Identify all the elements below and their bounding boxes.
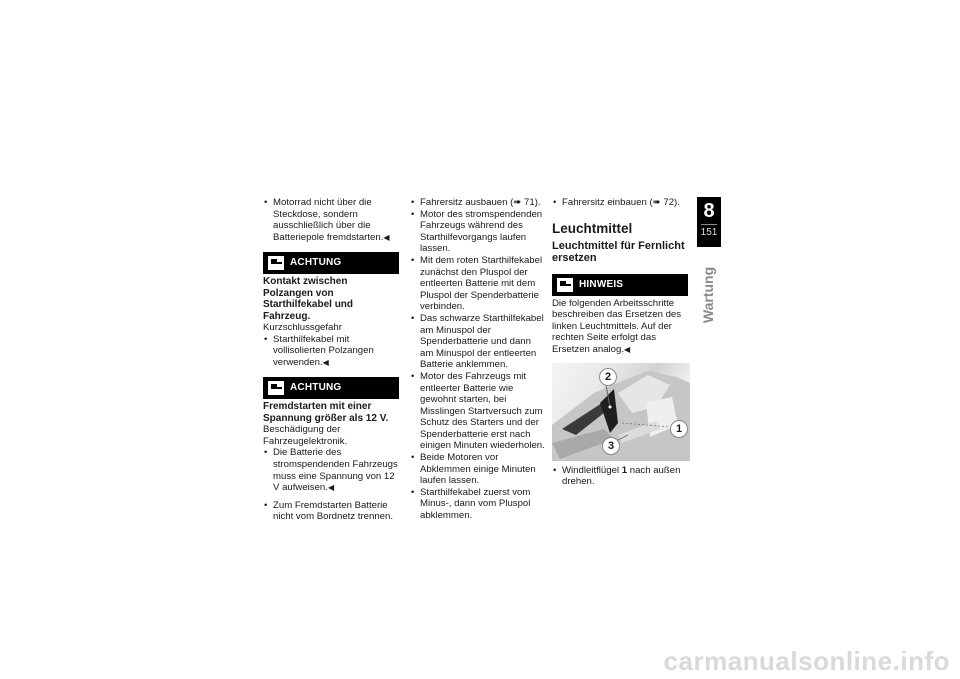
callout-3: 3 bbox=[602, 437, 620, 455]
list-item: • Motor des Fahrzeugs mit entleerter Batterie wie gewohnt starten, bei Misslingen Startversuch zum Schutz des Starters und der Spenderbatterie erst nach einigen Minuten wiederholen. bbox=[410, 371, 546, 452]
warning-banner bbox=[263, 252, 399, 274]
headlight-photo bbox=[552, 363, 690, 461]
warning-hand-icon bbox=[268, 256, 284, 270]
column-1 bbox=[263, 197, 399, 523]
note-label: HINWEIS bbox=[579, 278, 624, 290]
list-item: • Mit dem roten Starthilfekabel zunächst den Pluspol der entleerten Batterie mit dem Pluspol der Spenderbatterie verbinden. bbox=[410, 255, 546, 313]
list-item: • Starthilfekabel mit vollisolierten Polzangen verwenden.◀ bbox=[263, 334, 399, 369]
warning-label: ACHTUNG bbox=[290, 257, 342, 269]
note-hand-icon bbox=[557, 278, 573, 292]
end-mark: ◀ bbox=[383, 232, 390, 242]
step-list bbox=[552, 465, 688, 488]
list-item: • Das schwarze Starthilfekabel am Minuspol der Spenderbatterie und dann am Minuspol der entleerten Batterie anklemmen. bbox=[410, 313, 546, 371]
photo-illustration bbox=[552, 363, 690, 461]
list-item: • Fahrersitz ausbauen (➠ 71). bbox=[410, 197, 546, 209]
warning-list bbox=[263, 447, 399, 523]
list-item: • Zum Fremdstarten Batterie nicht vom Bordnetz trennen. bbox=[263, 500, 399, 523]
chapter-title: Wartung bbox=[700, 266, 716, 324]
column-2 bbox=[410, 197, 546, 522]
procedure-list bbox=[410, 197, 546, 522]
note-banner bbox=[552, 274, 688, 296]
list-item: • Starthilfekabel zuerst vom Minus-, dann vom Pluspol abklemmen. bbox=[410, 487, 546, 522]
warning-subtitle: Beschädigung der Fahrzeugelektronik. bbox=[263, 424, 348, 447]
list-item: • Windleitflügel 1 nach außen drehen. bbox=[552, 465, 688, 488]
warning-title: Fremdstarten mit einer Spannung größer als 12 V. bbox=[263, 401, 389, 424]
intro-list bbox=[263, 197, 399, 243]
watermark: carmanualsonline.info bbox=[663, 646, 950, 676]
end-mark: ◀ bbox=[624, 344, 631, 354]
section-title: Leuchtmittel bbox=[552, 220, 633, 236]
end-mark: ◀ bbox=[327, 483, 335, 493]
subsection-title: Leuchtmittel für Fernlicht ersetzen bbox=[552, 239, 685, 265]
callout-2: 2 bbox=[599, 368, 617, 386]
note-text: Die folgenden Arbeitsschritte beschreiben das Ersetzen des linken Leuchtmittels. Auf der rechten Seite erfolgt das Ersetzen analog.◀ bbox=[552, 297, 682, 355]
warning-title: Kontakt zwischen Polzangen von Starthilfekabel und Fahrzeug. bbox=[263, 276, 354, 322]
chapter-number: 8 bbox=[703, 200, 715, 222]
list-item: • Die Batterie des stromspendenden Fahrzeugs muss eine Spannung von 12 V aufweisen.◀ bbox=[263, 447, 399, 493]
chapter-tab bbox=[697, 197, 721, 247]
list-item: • Fahrersitz einbauen (➠ 72). bbox=[552, 197, 688, 209]
warning-label: ACHTUNG bbox=[290, 382, 342, 394]
page-number: 151 bbox=[700, 227, 718, 238]
list-item: • Motor des stromspendenden Fahrzeugs während des Starthilfevorgangs laufen lassen. bbox=[410, 209, 546, 255]
warning-subtitle: Kurzschlussgefahr bbox=[263, 322, 342, 333]
chapter-divider bbox=[701, 224, 717, 225]
end-mark: ◀ bbox=[322, 357, 329, 367]
callout-1: 1 bbox=[670, 420, 688, 438]
warning-list bbox=[263, 334, 399, 369]
list-item: • Beide Motoren vor Abklemmen einige Minuten laufen lassen. bbox=[410, 452, 546, 487]
warning-banner bbox=[263, 377, 399, 399]
reinstall-list bbox=[552, 197, 688, 209]
list-item: • Motorrad nicht über die Steckdose, sondern ausschließlich über die Batteriepole fremdstarten.◀ bbox=[263, 197, 399, 243]
warning-hand-icon bbox=[268, 381, 284, 395]
column-3 bbox=[552, 197, 688, 488]
step-part-number: 1 bbox=[621, 464, 628, 476]
